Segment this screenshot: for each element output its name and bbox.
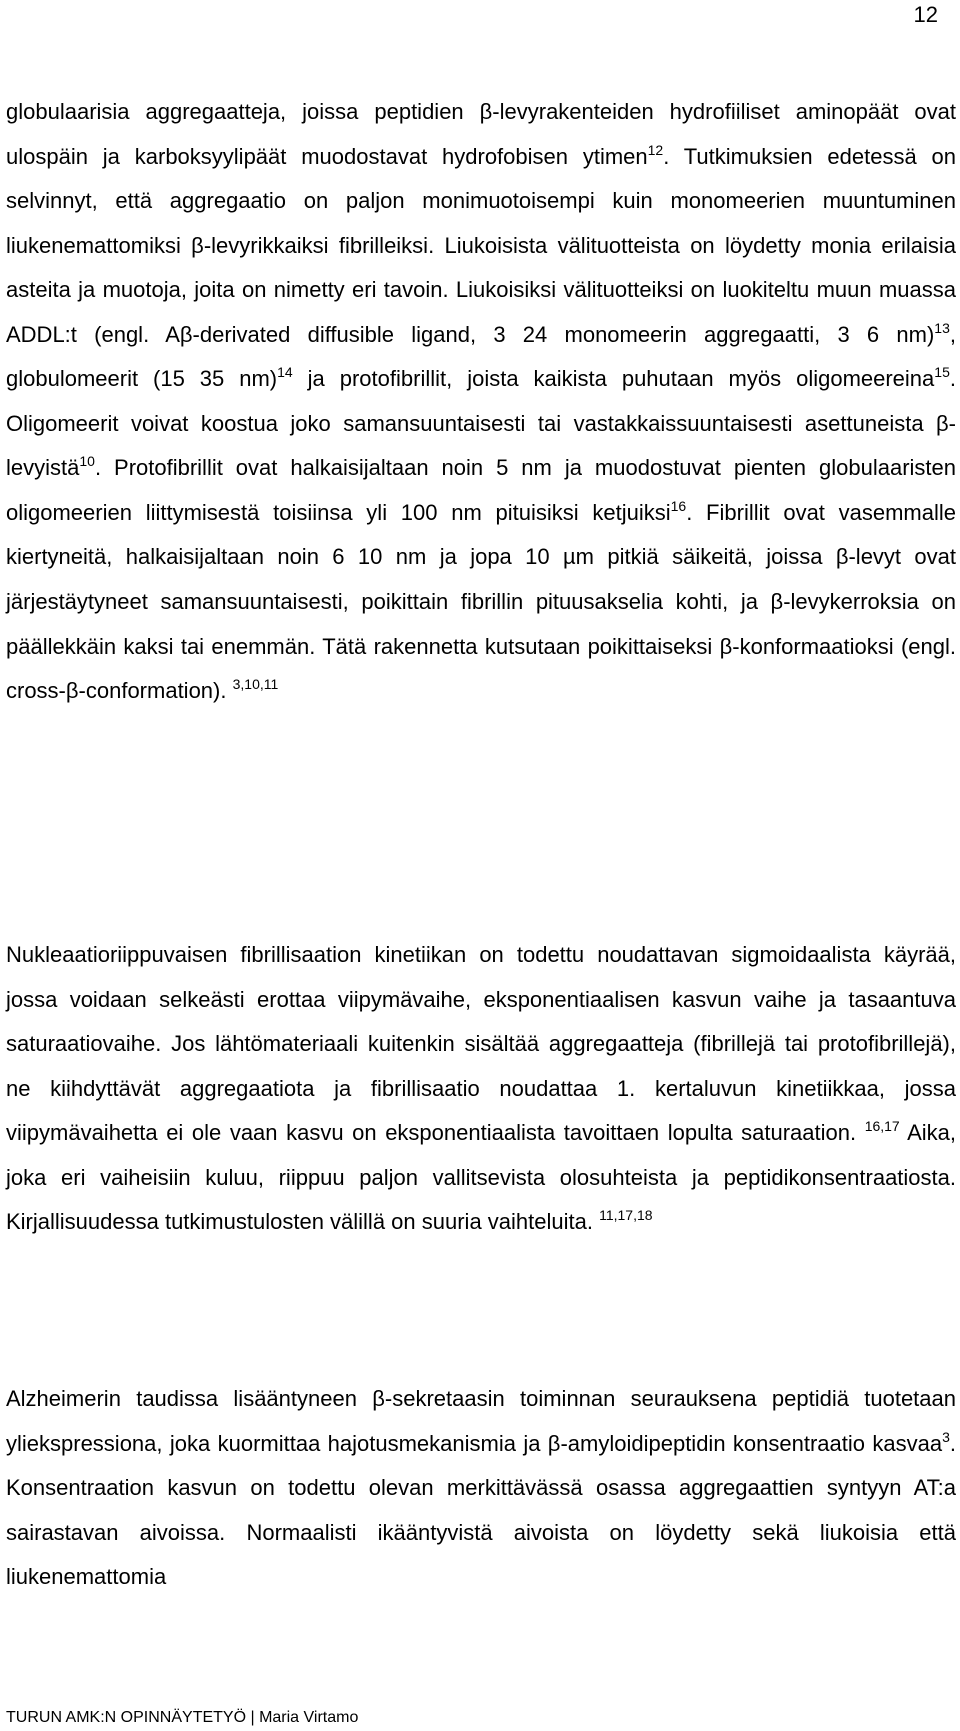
citation-superscript: 13	[934, 319, 950, 336]
paragraph	[6, 90, 956, 714]
citation-superscript: 16	[670, 497, 687, 514]
text-run: Alzheimerin taudissa lisääntyneen β-sekretaasin toiminnan seurauksena peptidiä tuotetaan yliekspressiona, joka kuormittaa hajotusmekanismia ja β-amyloidipeptidin konsentraatio kasvaa	[6, 1386, 956, 1456]
text-run: . Tutkimuksien edetessä on selvinnyt, että aggregaatio on paljon monimuotoisempi kuin monomeerien muuntuminen liukenemattomiksi β-levyrikkaiksi fibrilleiksi. Liukoisista välituotteista on löydetty monia erilaisia asteita ja muotoja, joita on nimetty eri tavoin. Liukoisiksi välituotteiksi on luokiteltu muun muassa ADDL:t (engl. Aβ-derivated diffusible ligand, 3 24 monomeerin aggregaatti, 3 6 nm)	[6, 143, 956, 347]
citation-superscript: 10	[79, 453, 95, 470]
text-run: , globulomeerit (15 35 nm)	[6, 321, 956, 392]
text-run: Nukleaatioriippuvaisen fibrillisaation kinetiikan on todettu noudattavan sigmoidaalista käyrää, jossa voidaan selkeästi erottaa viipymävaihe, eksponentiaalisen kasvun vaihe ja tasaantuva saturaatiovaihe. Jos lähtömateriaali kuitenkin sisältää aggregaatteja (fibrillejä tai protofibrillejä), ne kiihdyttävät aggregaatiota ja fibrillisaatio noudattaa 1. kertaluvun kinetiikkaa, jossa viipymävaihetta ei ole vaan kasvu on eksponentiaalista tavoittaen lopulta saturaation.	[6, 942, 956, 1146]
citation-superscript: 3	[942, 1428, 950, 1445]
paragraph	[6, 933, 956, 1245]
citation-superscript: 15	[934, 364, 950, 381]
page-number: 12	[913, 2, 938, 27]
text-run: . Konsentraation kasvun on todettu olevan merkittävässä osassa aggregaattien syntyyn AT:a sairastavan aivoissa. Normaalisti ikääntyvistä aivoista on löydetty sekä liukoisia että liukenemattomia	[6, 1430, 956, 1590]
text-run: ja protofibrillit, joista kaikista puhutaan myös oligomeereina	[292, 366, 935, 392]
text-run: Aika, joka eri vaiheisiin kuluu, riippuu paljon vallitsevista olosuhteista ja peptidikonsentraatiosta. Kirjallisuudessa tutkimustulosten välillä on suuria vaihteluita.	[6, 1120, 957, 1235]
citation-superscript: 11,17,18	[599, 1207, 653, 1224]
text-run: globulaarisia aggregaatteja, joissa peptidien β-levyrakenteiden hydrofiiliset aminopäät ovat ulospäin ja karboksyylipäät muodostavat hydrofobisen ytimen	[6, 99, 956, 169]
text-run: . Protofibrillit ovat halkaisijaltaan noin 5 nm ja muodostuvat pienten globulaaristen oligomeerien liittymisestä toisiinsa yli 100 nm pituisiksi ketjuiksi	[6, 455, 956, 525]
paragraph	[6, 1377, 956, 1600]
citation-superscript: 3,10,11	[232, 676, 279, 693]
citation-superscript: 14	[277, 364, 293, 381]
text-run: . Oligomeerit voivat koostua joko samansuuntaisesti tai vastakkaissuuntaisesti asettuneista β-levyistä	[6, 366, 956, 481]
text-run: . Fibrillit ovat vasemmalle kiertyneitä, halkaisijaltaan noin 6 10 nm ja jopa 10 µm pitkiä säikeitä, joissa β-levyt ovat järjestäytyneet samansuuntaisesti, poikittain fibrillin pituusakselia kohti, ja β-levykerroksia on päällekkäin kaksi tai enemmän. Tätä rakennetta kutsutaan poikittaiseksi β-konformaatioksi (engl. cross-β-conformation).	[6, 499, 957, 704]
page-footer: TURUN AMK:N OPINNÄYTETYÖ | Maria Virtamo	[6, 1709, 359, 1726]
citation-superscript: 12	[647, 141, 664, 158]
citation-superscript: 16,17	[864, 1118, 900, 1135]
